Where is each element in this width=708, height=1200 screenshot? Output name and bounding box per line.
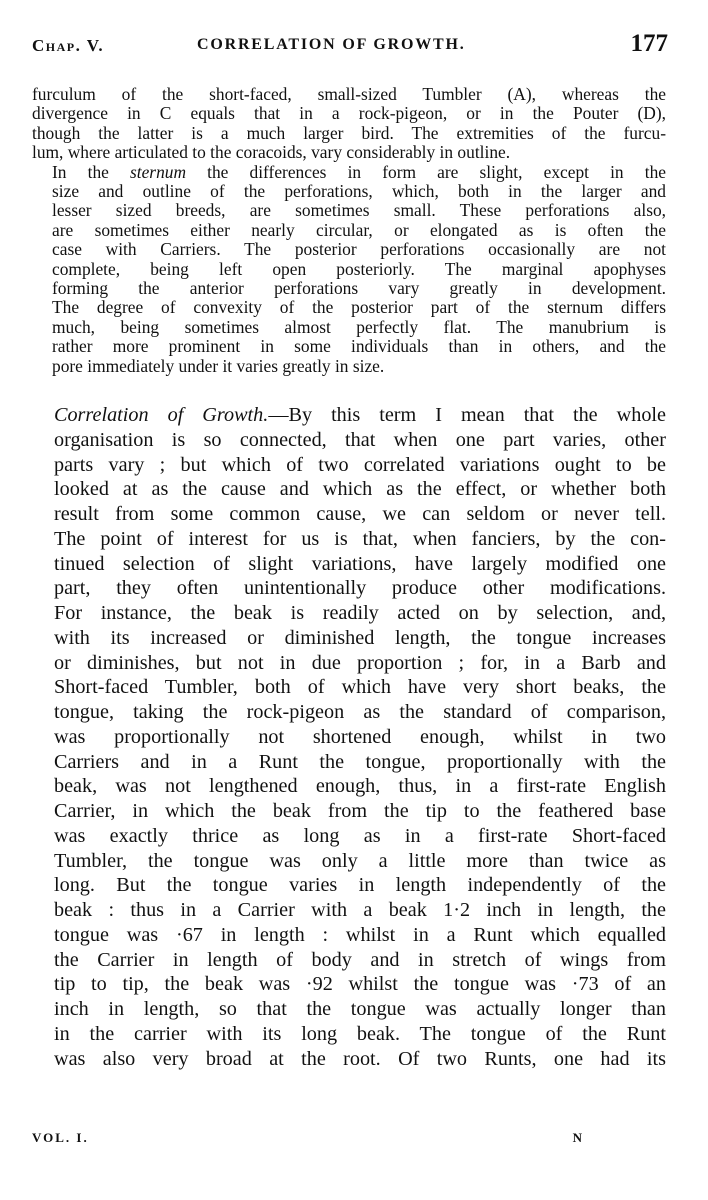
text-line: The point of interest for us is that, when fanciers, by the con-: [54, 527, 666, 550]
text-line: In the sternum the differences in form are slight, except in the: [52, 161, 666, 182]
text-line: The degree of convexity of the posterior part of the sternum differs: [52, 297, 666, 318]
text-line: Correlation of Growth.—By this term I mean that the whole: [54, 404, 666, 426]
text-line: forming the anterior perforations vary greatly in development.: [52, 278, 666, 299]
text-line: lesser sized breeds, are sometimes small. These perforations also,: [52, 200, 666, 221]
text-line: Short-faced Tumbler, both of which have very short beaks, the: [54, 676, 666, 699]
text-line: long. But the tongue varies in length independently of the: [54, 874, 666, 897]
text-line: looked at as the cause and which as the effect, or whether both: [54, 478, 666, 501]
text-line: For instance, the beak is readily acted on by selection, and,: [54, 602, 666, 624]
text-line: divergence in C equals that in a rock-pigeon, or in the Pouter (D),: [32, 103, 666, 124]
text-line: rather more prominent in some individuals than in others, and the: [52, 336, 666, 357]
text-line: inch in length, so that the tongue was actually longer than: [54, 998, 666, 1020]
text-line: lum, where articulated to the coracoids, vary considerably in outline.: [32, 142, 511, 163]
text-line: beak : thus in a Carrier with a beak 1·2 inch in length, the: [54, 899, 666, 921]
text-line: pore immediately under it varies greatly in size.: [52, 355, 385, 376]
sternum-paragraph: [32, 163, 666, 376]
correlation-of-growth-paragraph: [32, 403, 666, 1071]
italic-term: sternum: [129, 161, 187, 182]
page-footer: [32, 1124, 668, 1148]
text-line: result from some common cause, we can seldom or never tell.: [54, 503, 666, 525]
text-line: part, they often unintentionally produce other modifications.: [54, 577, 666, 600]
text-line: beak, was not lengthened enough, thus, in a first-rate English: [54, 775, 666, 798]
text-line: Tumbler, the tongue was only a little more than twice as: [54, 849, 666, 872]
text-line: Carriers and in a Runt the tongue, proportionally with the: [54, 750, 666, 773]
running-title: CORRELATION OF GROWTH.: [197, 36, 466, 53]
small-print-paragraphs: [32, 85, 666, 376]
text-line: tongue, taking the rock-pigeon as the standard of comparison,: [54, 701, 666, 723]
text-line: with its increased or diminished length, the tongue increases: [54, 626, 666, 649]
text-line: case with Carriers. The posterior perforations occasionally are not: [52, 239, 666, 260]
text-line: in the carrier with its long beak. The tongue of the Runt: [54, 1022, 666, 1045]
signature-mark: N: [572, 1130, 584, 1145]
text-line: organisation is so connected, that when one part varies, other: [54, 428, 666, 451]
text-line: Carrier, in which the beak from the tip to the feathered base: [54, 800, 666, 822]
text-line: complete, being left open posteriorly. The marginal apophyses: [52, 258, 666, 279]
volume-mark: VOL. I.: [32, 1130, 89, 1145]
text-line: or diminishes, but not in due proportion ; for, in a Barb and: [54, 651, 666, 674]
text-line: the Carrier in length of body and in stretch of wings from: [54, 948, 666, 971]
page-number: 177: [630, 30, 668, 57]
running-header: [32, 30, 668, 64]
text-line: are sometimes either nearly circular, or elongated as is often the: [52, 219, 666, 240]
body-paragraph: [32, 403, 666, 1071]
text-line: though the latter is a much larger bird. The extremities of the furcu-: [32, 122, 666, 143]
text-line: size and outline of the perforations, which, both in the larger and: [52, 181, 666, 202]
furculum-paragraph: [32, 85, 666, 163]
text-line: much, being sometimes almost perfectly flat. The manubrium is: [52, 316, 666, 337]
text-line: tip to tip, the beak was ·92 whilst the tongue was ·73 of an: [54, 973, 666, 996]
italic-term: Correlation of Growth.: [54, 404, 269, 426]
text-line: tongue was ·67 in length : whilst in a Runt which equalled: [54, 923, 666, 946]
text-line: parts vary ; but which of two correlated variations ought to be: [54, 453, 666, 476]
text-line: tinued selection of slight variations, have largely modified one: [54, 552, 666, 575]
text-line: was also very broad at the root. Of two Runts, one had its: [54, 1047, 666, 1070]
text-line: furculum of the short-faced, small-sized Tumbler (A), whereas the: [32, 84, 666, 104]
chapter-label: Chap. V.: [32, 36, 105, 55]
text-line: was proportionally not shortened enough, whilst in two: [54, 725, 666, 748]
text-line: was exactly thrice as long as in a first-rate Short-faced: [54, 824, 666, 847]
